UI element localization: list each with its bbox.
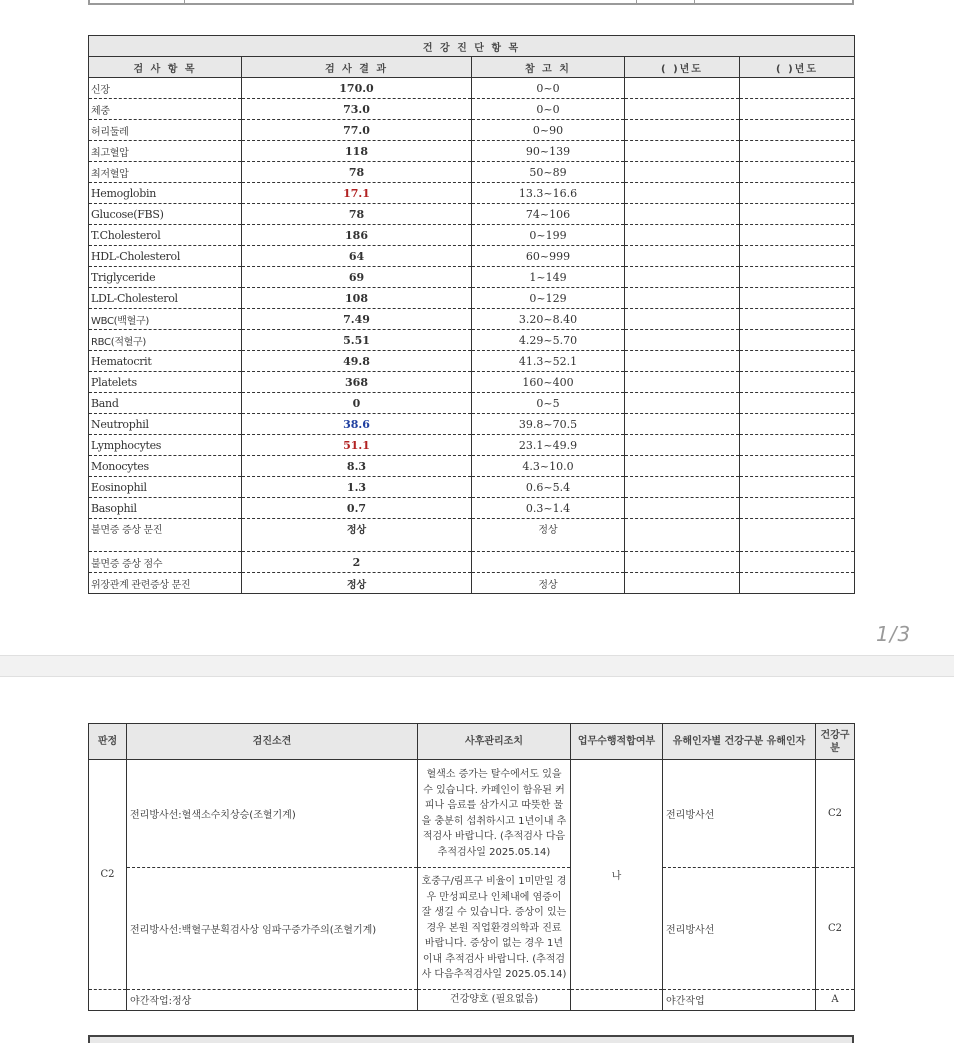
year-2-value — [740, 246, 855, 267]
year-1-value — [625, 162, 740, 183]
test-result-value: 17.1 — [242, 183, 472, 204]
col-header-year-2: ( )년도 — [740, 57, 855, 78]
year-1-value — [625, 225, 740, 246]
year-1-value — [625, 456, 740, 477]
year-2-value — [740, 78, 855, 99]
test-item-name: WBC(백혈구) — [89, 309, 242, 330]
year-2-value — [740, 204, 855, 225]
test-item-name: Monocytes — [89, 456, 242, 477]
reference-range: 60~999 — [472, 246, 625, 267]
table-row — [89, 225, 855, 246]
reference-range: 4.3~10.0 — [472, 456, 625, 477]
col-header-fitness: 업무수행적합여부 — [571, 724, 663, 760]
table-row — [89, 990, 855, 1011]
col-header-finding: 검진소견 — [127, 724, 418, 760]
test-result-value: 368 — [242, 372, 472, 393]
health-class-cell: C2 — [816, 868, 855, 990]
test-result-value: 64 — [242, 246, 472, 267]
test-item-name: Lymphocytes — [89, 435, 242, 456]
col-header-grade: 판정 — [89, 724, 127, 760]
year-2-value — [740, 414, 855, 435]
test-result-value: 2 — [242, 552, 472, 573]
test-result-value: 78 — [242, 204, 472, 225]
reference-range: 0~0 — [472, 78, 625, 99]
table-row — [89, 393, 855, 414]
reference-range: 90~139 — [472, 141, 625, 162]
test-result-value: 51.1 — [242, 435, 472, 456]
test-result-value: 8.3 — [242, 456, 472, 477]
year-2-value — [740, 120, 855, 141]
table-row — [89, 351, 855, 372]
next-section-table-edge — [88, 1035, 854, 1043]
year-2-value — [740, 288, 855, 309]
year-1-value — [625, 435, 740, 456]
test-item-name: 체중 — [89, 99, 242, 120]
table-title: 건 강 진 단 항 목 — [89, 36, 855, 57]
reference-range: 3.20~8.40 — [472, 309, 625, 330]
year-2-value — [740, 309, 855, 330]
table-row — [89, 330, 855, 351]
test-result-value: 0.7 — [242, 498, 472, 519]
test-item-name: Eosinophil — [89, 477, 242, 498]
fitness-cell: 나 — [571, 760, 663, 990]
col-header-result: 검 사 결 과 — [242, 57, 472, 78]
table-row — [89, 99, 855, 120]
year-1-value — [625, 120, 740, 141]
year-2-value — [740, 267, 855, 288]
year-1-value — [625, 267, 740, 288]
reference-range: 74~106 — [472, 204, 625, 225]
health-class-cell: C2 — [816, 760, 855, 868]
year-1-value — [625, 288, 740, 309]
care-cell: 혈색소 증가는 탈수에서도 있을 수 있습니다. 카페인이 함유된 커피나 음료를 삼가시고 따뜻한 물을 충분히 섭취하시고 1년이내 추적검사 바랍니다. (추적검사 다음추적검사일 2025.05.14) — [418, 760, 571, 868]
year-1-value — [625, 246, 740, 267]
year-2-value — [740, 225, 855, 246]
reference-range: 0~0 — [472, 99, 625, 120]
test-item-name: 신장 — [89, 78, 242, 99]
col-header-care: 사후관리조치 — [418, 724, 571, 760]
year-1-value — [625, 309, 740, 330]
year-2-value — [740, 99, 855, 120]
test-item-name: Glucose(FBS) — [89, 204, 242, 225]
year-2-value — [740, 330, 855, 351]
previous-section-table-edge — [88, 0, 854, 5]
test-result-value: 정상 — [242, 573, 472, 594]
year-2-value — [740, 141, 855, 162]
year-2-value — [740, 456, 855, 477]
year-2-value — [740, 573, 855, 594]
table-row — [89, 456, 855, 477]
reference-range: 정상 — [472, 519, 625, 552]
factor-cell: 전리방사선 — [663, 868, 816, 990]
reference-range: 0~199 — [472, 225, 625, 246]
year-2-value — [740, 183, 855, 204]
test-result-value: 1.3 — [242, 477, 472, 498]
table-row — [89, 141, 855, 162]
finding-cell: 야간작업:정상 — [127, 990, 418, 1011]
table-row — [89, 552, 855, 573]
test-result-value: 49.8 — [242, 351, 472, 372]
table-row — [89, 246, 855, 267]
reference-range: 50~89 — [472, 162, 625, 183]
reference-range: 39.8~70.5 — [472, 414, 625, 435]
table-row — [89, 120, 855, 141]
finding-cell: 전리방사선:백혈구분획검사상 임파구증가주의(조혈기계) — [127, 868, 418, 990]
care-cell: 호중구/림프구 비율이 1미만일 경우 만성피로나 인체내에 염증이 잘 생길 수 있습니다. 증상이 있는 경우 본원 직업환경의학과 진료 바랍니다. 증상이 없는 경우 1년이내 추적검사 바랍니다. (추적검사 다음추적검사일 2025.05.14) — [418, 868, 571, 990]
factor-cell: 야간작업 — [663, 990, 816, 1011]
reference-range: 0.6~5.4 — [472, 477, 625, 498]
table-row — [89, 309, 855, 330]
grade-cell: C2 — [89, 760, 127, 990]
health-class-cell: A — [816, 990, 855, 1011]
test-item-name: 허리둘레 — [89, 120, 242, 141]
test-item-name: Hematocrit — [89, 351, 242, 372]
year-2-value — [740, 162, 855, 183]
test-item-name: 불면증 증상 점수 — [89, 552, 242, 573]
test-result-value: 77.0 — [242, 120, 472, 141]
fitness-cell — [571, 990, 663, 1011]
year-2-value — [740, 519, 855, 552]
year-1-value — [625, 414, 740, 435]
table-row — [89, 519, 855, 552]
table-row — [89, 435, 855, 456]
year-2-value — [740, 372, 855, 393]
reference-range: 4.29~5.70 — [472, 330, 625, 351]
grade-cell — [89, 990, 127, 1011]
year-1-value — [625, 552, 740, 573]
reference-range: 23.1~49.9 — [472, 435, 625, 456]
col-header-year-1: ( )년도 — [625, 57, 740, 78]
col-header-health-class: 건강구분 — [816, 724, 855, 760]
year-1-value — [625, 351, 740, 372]
year-2-value — [740, 393, 855, 414]
reference-range: 13.3~16.6 — [472, 183, 625, 204]
year-2-value — [740, 435, 855, 456]
test-item-name: Hemoglobin — [89, 183, 242, 204]
year-1-value — [625, 183, 740, 204]
reference-range: 0~90 — [472, 120, 625, 141]
test-result-value: 0 — [242, 393, 472, 414]
year-1-value — [625, 330, 740, 351]
finding-cell: 전리방사선:혈색소수치상승(조혈기계) — [127, 760, 418, 868]
test-result-value: 69 — [242, 267, 472, 288]
reference-range: 1~149 — [472, 267, 625, 288]
test-result-value: 5.51 — [242, 330, 472, 351]
test-result-value: 186 — [242, 225, 472, 246]
table-row — [89, 760, 855, 868]
test-item-name: RBC(적혈구) — [89, 330, 242, 351]
factor-cell: 전리방사선 — [663, 760, 816, 868]
reference-range: 0~5 — [472, 393, 625, 414]
test-item-name: Platelets — [89, 372, 242, 393]
table-row — [89, 477, 855, 498]
test-result-value: 170.0 — [242, 78, 472, 99]
test-item-name: Neutrophil — [89, 414, 242, 435]
test-item-name: Band — [89, 393, 242, 414]
year-1-value — [625, 372, 740, 393]
col-header-item: 검 사 항 목 — [89, 57, 242, 78]
test-item-name: T.Cholesterol — [89, 225, 242, 246]
reference-range: 0.3~1.4 — [472, 498, 625, 519]
table-row — [89, 162, 855, 183]
col-header-reference: 참 고 치 — [472, 57, 625, 78]
year-1-value — [625, 477, 740, 498]
test-item-name: Triglyceride — [89, 267, 242, 288]
test-result-value: 73.0 — [242, 99, 472, 120]
test-item-name: Basophil — [89, 498, 242, 519]
reference-range: 정상 — [472, 573, 625, 594]
reference-range: 0~129 — [472, 288, 625, 309]
year-1-value — [625, 498, 740, 519]
table-row — [89, 573, 855, 594]
reference-range: 160~400 — [472, 372, 625, 393]
year-1-value — [625, 519, 740, 552]
year-1-value — [625, 573, 740, 594]
table-row — [89, 414, 855, 435]
year-2-value — [740, 552, 855, 573]
reference-range — [472, 552, 625, 573]
year-2-value — [740, 477, 855, 498]
year-1-value — [625, 99, 740, 120]
table-row — [89, 868, 855, 990]
test-result-value: 정상 — [242, 519, 472, 552]
table-row — [89, 372, 855, 393]
judgement-table — [88, 723, 855, 1011]
table-row — [89, 183, 855, 204]
test-item-name: 위장관계 관련증상 문진 — [89, 573, 242, 594]
page-indicator: 1/3 — [876, 622, 912, 646]
year-1-value — [625, 393, 740, 414]
test-item-name: 불면증 증상 문진 — [89, 519, 242, 552]
year-2-value — [740, 498, 855, 519]
test-result-value: 118 — [242, 141, 472, 162]
test-item-name: 최고혈압 — [89, 141, 242, 162]
care-cell: 건강양호 (필요없음) — [418, 990, 571, 1011]
year-1-value — [625, 78, 740, 99]
test-result-value: 78 — [242, 162, 472, 183]
test-result-value: 7.49 — [242, 309, 472, 330]
test-result-value: 108 — [242, 288, 472, 309]
test-item-name: LDL-Cholesterol — [89, 288, 242, 309]
test-result-value: 38.6 — [242, 414, 472, 435]
test-item-name: 최저혈압 — [89, 162, 242, 183]
year-1-value — [625, 204, 740, 225]
table-row — [89, 204, 855, 225]
page-separator — [0, 655, 954, 677]
year-2-value — [740, 351, 855, 372]
table-row — [89, 288, 855, 309]
reference-range: 41.3~52.1 — [472, 351, 625, 372]
table-row — [89, 498, 855, 519]
test-item-name: HDL-Cholesterol — [89, 246, 242, 267]
col-header-factor: 유해인자별 건강구분 유해인자 — [663, 724, 816, 760]
health-exam-table — [88, 35, 855, 594]
year-1-value — [625, 141, 740, 162]
table-row — [89, 267, 855, 288]
table-row — [89, 78, 855, 99]
